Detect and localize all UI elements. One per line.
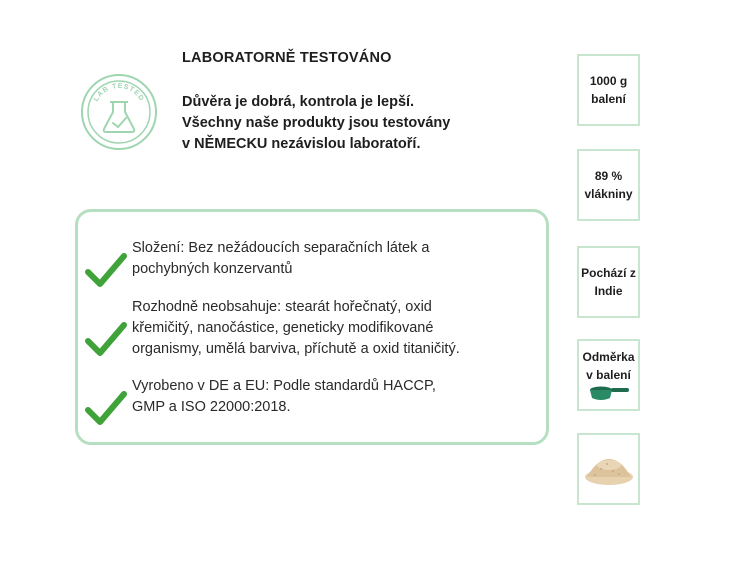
intro-line: Všechny naše produkty jsou testovány [182, 115, 451, 131]
feature-text [132, 238, 429, 280]
card-line: Indie [594, 284, 623, 298]
card-origin [577, 246, 640, 318]
intro-text [182, 92, 542, 155]
check-icon [84, 388, 128, 428]
features-box [75, 209, 549, 445]
svg-text:LAB TESTED [93, 83, 145, 103]
feature-text [132, 376, 436, 418]
feature-line: Vyrobeno v DE a EU: Podle standardů HACCP, [132, 378, 436, 394]
card-fiber [577, 149, 640, 221]
card-line: balení [591, 92, 626, 106]
feature-line: pochybných konzervantů [132, 261, 293, 277]
measuring-scoop-icon [587, 384, 631, 402]
powder-pile-image [583, 451, 635, 487]
card-line: vlákniny [584, 187, 633, 201]
feature-line: Rozhodně neobsahuje: stearát hořečnatý, oxid [132, 299, 432, 315]
feature-line: křemičitý, nanočástice, geneticky modifikované [132, 320, 434, 336]
check-icon [84, 319, 128, 359]
card-powder [577, 433, 640, 505]
feature-line: Složení: Bez nežádoucích separačních látek a [132, 240, 430, 256]
card-line: v balení [586, 368, 631, 382]
feature-text [132, 297, 460, 360]
feature-line: GMP a ISO 22000:2018. [132, 399, 291, 415]
card-scoop [577, 339, 640, 411]
card-line: 1000 g [589, 74, 628, 88]
section-heading: LABORATORNĚ TESTOVÁNO [182, 50, 392, 66]
badge-text: LAB TESTED [92, 82, 146, 103]
intro-line: v NĚMECKU nezávislou laboratoří. [182, 136, 421, 152]
check-icon [84, 250, 128, 290]
card-package-size [577, 54, 640, 126]
card-line: Pochází z [581, 266, 636, 280]
card-line: Odměrka [582, 350, 635, 364]
feature-line: organismy, umělá barviva, příchutě a oxid titaničitý. [132, 341, 460, 357]
card-line: 89 % [594, 169, 623, 183]
flask-check-icon [104, 102, 135, 132]
lab-tested-badge [79, 72, 159, 152]
intro-line: Důvěra je dobrá, kontrola je lepší. [182, 94, 415, 110]
